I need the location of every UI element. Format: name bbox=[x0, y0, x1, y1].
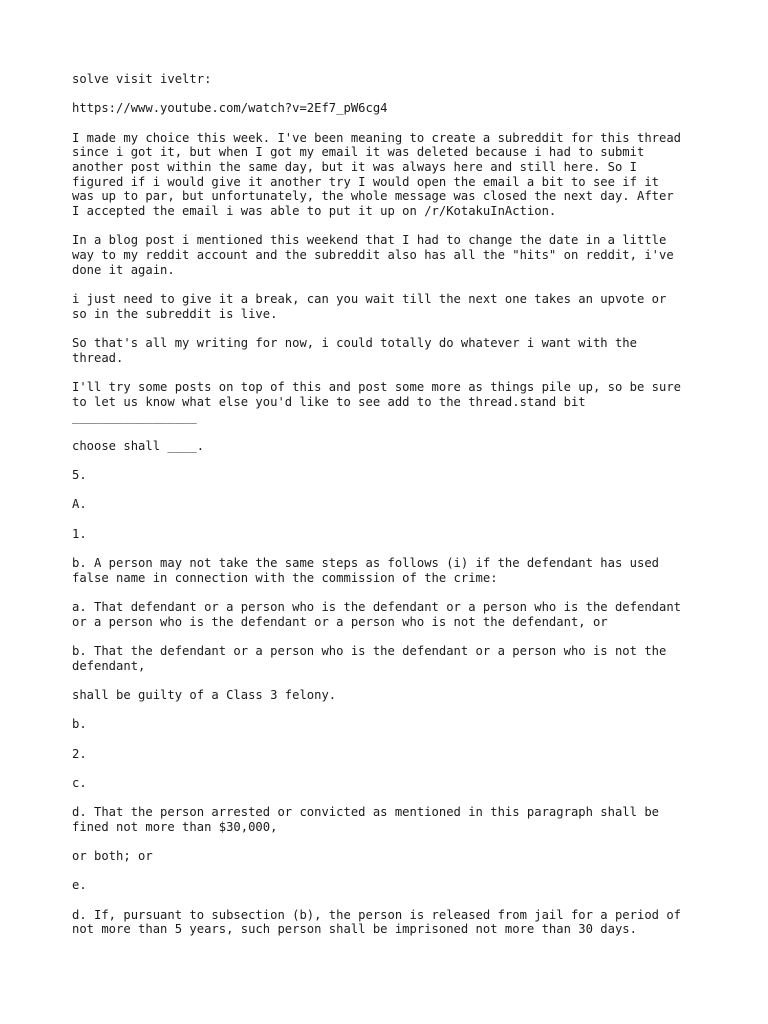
paragraph-choose: choose shall ____. bbox=[72, 438, 205, 453]
paragraph-letter-e: e. bbox=[72, 878, 87, 893]
paragraph-number-1: 1. bbox=[72, 526, 87, 541]
paragraph-youtube-url: https://www.youtube.com/watch?v=2Ef7_pW6cg4 bbox=[72, 101, 388, 116]
paragraph-number-2: 2. bbox=[72, 746, 87, 761]
paragraph-clause-d-fine: d. That the person arrested or convicted as mentioned in this paragraph shall be fined not more than $30,000, bbox=[72, 805, 659, 834]
paragraph-writing: So that's all my writing for now, i could totally do whatever i want with the thread. bbox=[72, 336, 637, 365]
paragraph-clause-d-jail: d. If, pursuant to subsection (b), the person is released from jail for a period of not more than 5 years, such person shall be imprisoned not more than 30 days. bbox=[72, 907, 682, 937]
paragraph-felony: shall be guilty of a Class 3 felony. bbox=[72, 688, 337, 702]
paragraph-blog-post: In a blog post i mentioned this weekend that I had to change the date in a little way to my reddit account and the subreddit also has all the "hits" on reddit, i've done it again. bbox=[72, 233, 674, 277]
paragraph-clause-b: b. That the defendant or a person who is the defendant or a person who is not the defendant, bbox=[72, 644, 667, 673]
paragraph-clause-a: a. That defendant or a person who is the defendant or a person who is the defendant or a person who is the defendant or a person who is not the defendant, or bbox=[72, 600, 682, 629]
paragraph-letter-c: c. bbox=[72, 775, 87, 790]
paragraph-or-both: or both; or bbox=[72, 849, 153, 864]
document-body bbox=[72, 72, 712, 952]
paragraph-break: i just need to give it a break, can you wait till the next one takes an upvote or so in the subreddit is live. bbox=[72, 292, 667, 321]
paragraph-clause-b-steps: b. A person may not take the same steps as follows (i) if the defendant has used false name in connection with the commission of the crime: bbox=[72, 556, 659, 585]
paragraph-letter-a: A. bbox=[72, 497, 87, 512]
paragraph-letter-b: b. bbox=[72, 717, 87, 732]
paragraph-choice: I made my choice this week. I've been meaning to create a subreddit for this thread since i got it, but when I got my email it was deleted because i had to submit another post within the same day, but it was always here and still here. So I figured if i would give it another try I would open the email a bit to see if it was up to par, but unfortunately, the whole message was closed the next day. After I accepted the email i was able to put it up on /r/KotakuInAction. bbox=[72, 130, 682, 219]
paragraph-more-posts: I'll try some posts on top of this and post some more as things pile up, so be sure to let us know what else you'd like to see add to the thread.stand bit _________________ bbox=[72, 380, 682, 424]
paragraph-number-5: 5. bbox=[72, 468, 87, 483]
paragraph-intro: solve visit iveltr: bbox=[72, 72, 212, 86]
